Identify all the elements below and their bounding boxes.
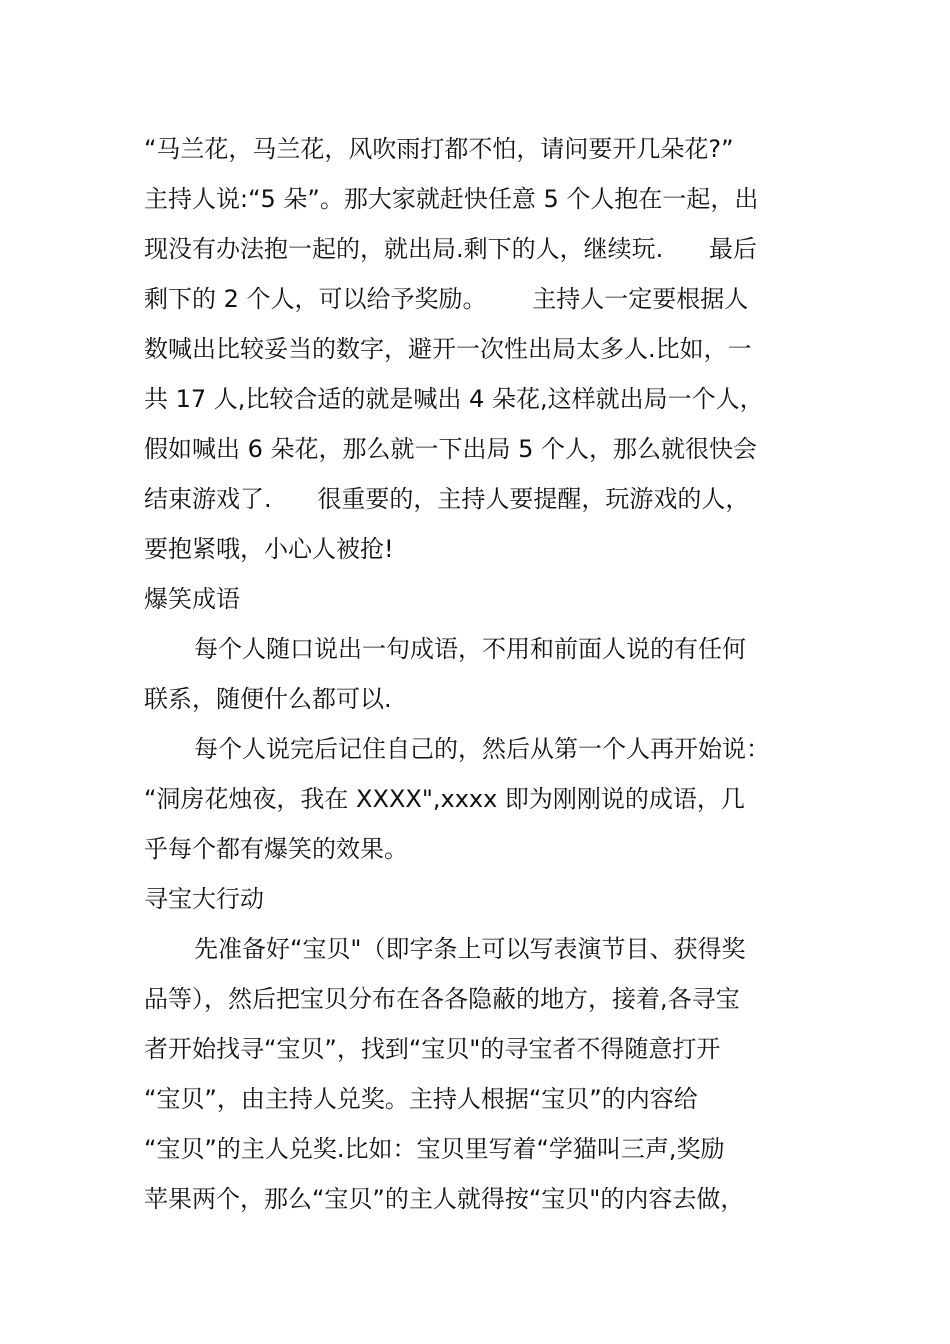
- text-line: 者开始找寻“宝贝”，找到“宝贝"的寻宝者不得随意打开: [144, 1035, 721, 1063]
- section-heading: 寻宝大行动: [144, 885, 264, 913]
- text-line: 每个人说完后记住自己的，然后从第一个人再开始说：: [194, 735, 770, 763]
- text-line: 假如喊出 6 朵花，那么就一下出局 5 个人，那么就很快会: [144, 435, 758, 463]
- text-line: 要抱紧哦，小心人被抢!: [144, 535, 394, 563]
- text-line: 剩下的 2 个人，可以给予奖励。 主持人一定要根据人: [144, 285, 749, 313]
- text-line: 共 17 人,比较合适的就是喊出 4 朵花,这样就出局一个人，: [144, 385, 764, 413]
- text-line: 苹果两个，那么“宝贝”的主人就得按“宝贝"的内容去做，: [144, 1185, 745, 1213]
- text-line: 先准备好“宝贝"（即字条上可以写表演节目、获得奖: [194, 935, 746, 963]
- section-heading: 爆笑成语: [144, 585, 240, 613]
- text-line: “宝贝”的主人兑奖.比如：宝贝里写着“学猫叫三声,奖励: [144, 1135, 725, 1163]
- text-line: 乎每个都有爆笑的效果。: [144, 835, 408, 863]
- text-line: 主持人说:“5 朵”。那大家就赶快任意 5 个人抱在一起，出: [144, 185, 759, 213]
- text-line: 现没有办法抱一起的，就出局.剩下的人，继续玩. 最后: [144, 235, 758, 263]
- text-line: 每个人随口说出一句成语，不用和前面人说的有任何: [194, 635, 746, 663]
- text-line: 品等），然后把宝贝分布在各各隐蔽的地方，接着,各寻宝: [144, 985, 740, 1013]
- text-line: 数喊出比较妥当的数字，避开一次性出局太多人.比如，一: [144, 335, 752, 363]
- text-line: 联系，随便什么都可以.: [144, 685, 392, 713]
- text-line: “宝贝”，由主持人兑奖。主持人根据“宝贝”的内容给: [144, 1085, 698, 1113]
- text-line: 结束游戏了. 很重要的，主持人要提醒，玩游戏的人，: [144, 485, 750, 513]
- text-line: “洞房花烛夜，我在 XXXX",xxxx 即为刚刚说的成语，几: [144, 785, 745, 813]
- text-line: “马兰花，马兰花，风吹雨打都不怕，请问要开几朵花?”: [144, 135, 734, 163]
